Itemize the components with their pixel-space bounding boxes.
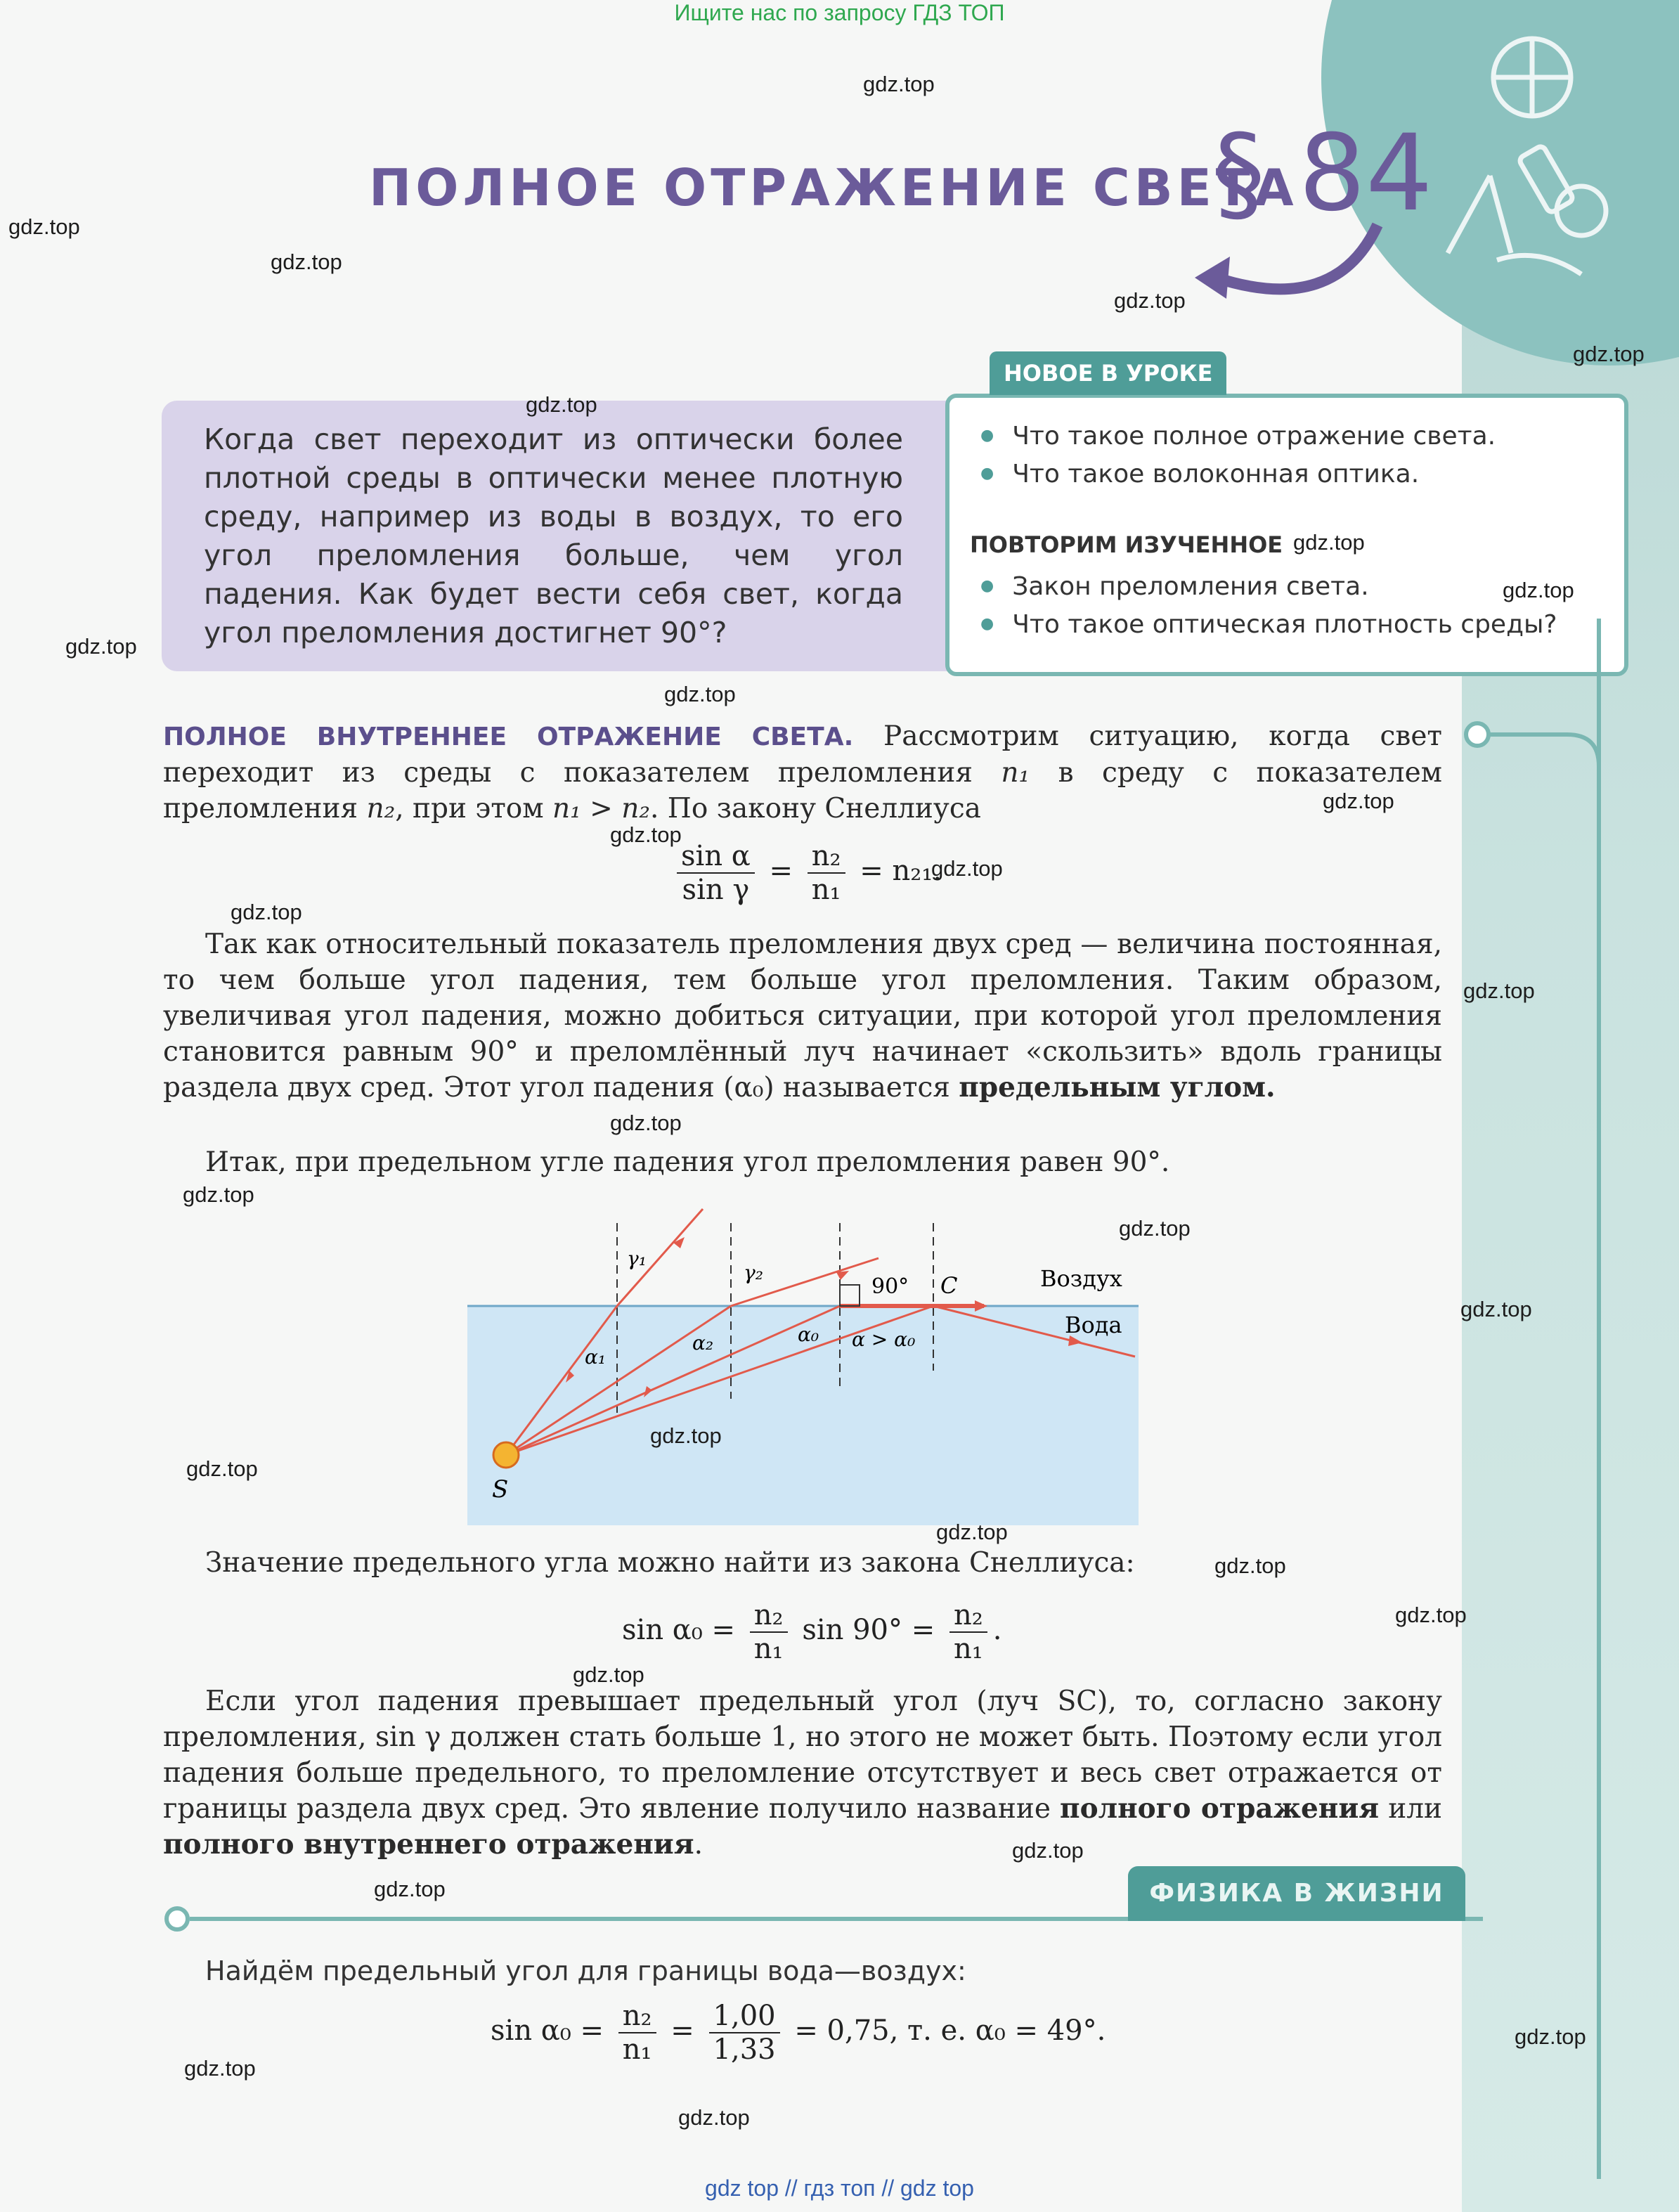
watermark[interactable]: gdz.top (610, 822, 682, 847)
repeat-item-2: ● Что такое оптическая плотность среды? (980, 610, 1557, 639)
label-condition: α > α₀ (852, 1328, 916, 1351)
watermark[interactable]: gdz.top (183, 1182, 254, 1207)
new-in-lesson-tag: НОВОЕ В УРОКЕ (990, 351, 1226, 395)
watermark[interactable]: gdz.top (1323, 789, 1394, 813)
label-alpha1: α₁ (585, 1345, 607, 1369)
bottom-banner[interactable]: gdz top // гдз топ // gdz top (705, 2175, 974, 2201)
watermark[interactable]: gdz.top (526, 392, 597, 417)
label-alpha2: α₂ (692, 1331, 714, 1354)
paragraph-find-angle: Значение предельного угла можно найти из закона Снеллиуса: (205, 1547, 1135, 1579)
paragraph-total-reflection: Если угол падения превышает предельный угол (луч SC), то, согласно закону преломления, sin γ должен стать больше 1, но этого не может быть. Поэтому если угол падения больше предельного, то преломление отсутствует и весь свет отражается от границы раздела двух сред. Это явление получило название полного отражения или полного внутреннего отражения. (163, 1686, 1442, 1861)
repeat-title: ПОВТОРИМ ИЗУЧЕННОЕ (970, 531, 1283, 558)
watermark[interactable]: gdz.top (1503, 578, 1574, 602)
watermark[interactable]: gdz.top (573, 1662, 644, 1687)
physics-in-life-tag: ФИЗИКА В ЖИЗНИ (1128, 1866, 1465, 1921)
intro-text: Когда свет переходит из оптически более плотной среды в оптически менее плотную среду, например из воды в воздух, то его угол преломления больше, чем угол падения. Как будет вести себя свет, когда угол преломления достигнет 90°? (204, 422, 903, 649)
watermark[interactable]: gdz.top (1515, 2024, 1586, 2049)
watermark[interactable]: gdz.top (271, 250, 342, 274)
label-gamma1: γ₁ (627, 1247, 647, 1270)
paragraph-limit-angle: Так как относительный показатель преломления двух сред — величина постоянная, то чем больше угол падения, тем больше угол преломления. Таким образом, увеличивая угол падения, можно добиться ситуации, при которой угол преломления становится равным 90° и преломлённый луч начинает «скользить» вдоль границы раздела двух сред. Этот угол падения (α₀) называется предельным углом. (163, 929, 1442, 1104)
paragraph-summary: Итак, при предельном угле падения угол преломления равен 90°. (205, 1146, 1170, 1178)
watermark[interactable]: gdz.top (650, 1423, 722, 1448)
watermark[interactable]: gdz.top (1395, 1603, 1467, 1627)
watermark[interactable]: gdz.top (863, 72, 935, 96)
watermark[interactable]: gdz.top (1119, 1216, 1191, 1241)
watermark[interactable]: gdz.top (1573, 342, 1645, 366)
label-air: Воздух (1040, 1265, 1122, 1292)
watermark[interactable]: gdz.top (936, 1520, 1008, 1544)
watermark[interactable]: gdz.top (931, 856, 1003, 881)
watermark[interactable]: gdz.top (65, 634, 137, 659)
life-text: Найдём предельный угол для границы вода—воздух: (205, 1955, 966, 1986)
label-water: Вода (1065, 1312, 1122, 1338)
paragraph-intro: ПОЛНОЕ ВНУТРЕННЕЕ ОТРАЖЕНИЕ СВЕТА. Рассмотрим ситуацию, когда свет переходит из среды с показателем преломления n₁ в среду с показателем преломления n₂, при этом n₁ > n₂. По закону Снеллиуса (163, 720, 1442, 824)
watermark[interactable]: gdz.top (1460, 1297, 1532, 1321)
light-source-icon (493, 1442, 519, 1468)
life-formula: sin α₀ = $\frac{\text{n₂}}{\text{n₁}}$ = $\frac{1,00}{1,33}$ = 0,75, т. е. α₀ = 49°. (491, 2000, 1106, 2066)
section-heading: ПОЛНОЕ ВНУТРЕННЕЕ ОТРАЖЕНИЕ СВЕТА. (163, 723, 854, 751)
watermark[interactable]: gdz.top (1214, 1553, 1286, 1578)
watermark[interactable]: gdz.top (664, 682, 736, 706)
label-alpha0: α₀ (798, 1323, 819, 1346)
watermark[interactable]: gdz.top (610, 1111, 682, 1135)
watermark[interactable]: gdz.top (678, 2105, 750, 2130)
chapter-title: ПОЛНОЕ ОТРАЖЕНИЕ СВЕТА (369, 158, 1298, 217)
new-item-2: ● Что такое волоконная оптика. (980, 460, 1419, 489)
watermark[interactable]: gdz.top (184, 2056, 256, 2081)
label-gamma2: γ₂ (744, 1261, 763, 1284)
repeat-item-1: ● Закон преломления света. (980, 572, 1369, 601)
label-s: S (492, 1475, 509, 1503)
label-c: C (940, 1272, 958, 1299)
limit-angle-formula: sin α₀ = $\frac{\text{n₂}}{\text{n₁}}$ sin 90° = $\frac{\text{n₂}}{\text{n₁}}$ . (622, 1599, 1002, 1665)
top-banner[interactable]: Ищите нас по запросу ГДЗ ТОП (674, 0, 1005, 25)
margin-connector (1462, 619, 1616, 2179)
watermark[interactable]: gdz.top (186, 1456, 258, 1481)
paragraph-number: § 84 (1212, 112, 1433, 235)
refraction-figure (464, 1202, 1153, 1525)
new-item-1: ● Что такое полное отражение света. (980, 422, 1496, 451)
watermark[interactable]: gdz.top (1114, 288, 1186, 313)
label-90: 90° (871, 1274, 909, 1299)
watermark[interactable]: gdz.top (1463, 978, 1535, 1003)
watermark[interactable]: gdz.top (1293, 530, 1365, 555)
watermark[interactable]: gdz.top (1012, 1838, 1084, 1863)
watermark[interactable]: gdz.top (374, 1877, 446, 1901)
snell-formula: $\frac{\text{sin α}}{\text{sin γ}}$ = $\frac{\text{n₂}}{\text{n₁}}$ = n₂₁. (671, 840, 942, 906)
watermark[interactable]: gdz.top (8, 214, 80, 239)
watermark[interactable]: gdz.top (231, 900, 302, 924)
